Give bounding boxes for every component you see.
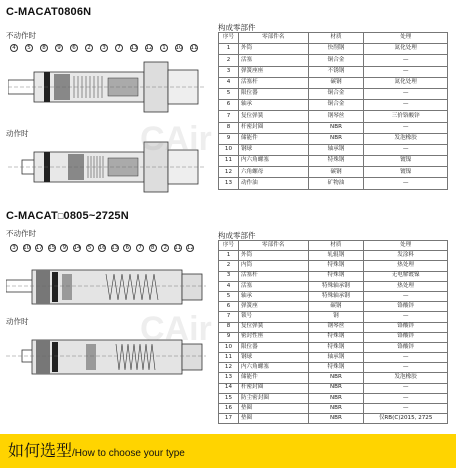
table-cell: 轴承 — [238, 291, 308, 301]
table-cell: 密封性座 — [238, 332, 308, 342]
table-row — [219, 133, 448, 144]
part-callout: 7 — [115, 44, 123, 52]
table-cell: 钢球 — [238, 144, 308, 155]
table-cell: 5 — [219, 88, 239, 99]
table-row — [219, 55, 448, 66]
table-header-cell: 序号 — [219, 241, 239, 251]
table-cell: 碳钢 — [308, 167, 364, 178]
table-cell: 发涂料 — [364, 251, 448, 261]
model-title-2: C-MACAT□0805~2725N — [6, 210, 129, 222]
table-row — [219, 281, 448, 291]
table-cell: 特殊钢 — [308, 261, 364, 271]
part-callout: 3 — [100, 44, 108, 52]
table-cell: 2 — [219, 261, 239, 271]
part-callout: 3 — [10, 244, 18, 252]
table-cell: NBR — [308, 414, 364, 424]
table-row — [219, 322, 448, 332]
table-cell: NBR — [308, 404, 364, 414]
table-cell: 10 — [219, 342, 239, 352]
cross-section-idle-2 — [6, 262, 206, 312]
table-cell: 碳钢 — [308, 77, 364, 88]
table-cell: 氮化处理 — [364, 44, 448, 55]
part-callout: 10 — [175, 45, 183, 51]
table-cell: 15 — [219, 393, 239, 403]
table-row — [219, 302, 448, 312]
part-callout: 6 — [70, 44, 78, 52]
table-row — [219, 66, 448, 77]
part-callout: 16 — [98, 245, 106, 251]
table-cell: 外筒 — [238, 251, 308, 261]
table-cell: 13 — [219, 178, 239, 189]
watermark: CAir — [140, 120, 212, 158]
table-cell: 矿物油 — [308, 178, 364, 189]
table-row — [219, 271, 448, 281]
table-cell: 17 — [219, 414, 239, 424]
table-cell: 8 — [219, 122, 239, 133]
part-callout: 13 — [130, 45, 138, 51]
table-cell: 钢球 — [238, 353, 308, 363]
table-cell: 内筒 — [238, 261, 308, 271]
state-active-label-1: 动作时 — [6, 129, 29, 138]
part-callout: 9 — [60, 244, 68, 252]
table-cell: 储能件 — [238, 133, 308, 144]
table-cell: 10 — [219, 144, 239, 155]
table-cell: 垫圈 — [238, 414, 308, 424]
table-cell: — — [364, 88, 448, 99]
table-cell: 14 — [219, 383, 239, 393]
table-row — [219, 383, 448, 393]
table-row — [219, 100, 448, 111]
table-cell: 限位器 — [238, 88, 308, 99]
table-cell: — — [364, 55, 448, 66]
table-row — [219, 88, 448, 99]
table-cell: 复位弹簧 — [238, 322, 308, 332]
table-cell: 轴承 — [238, 100, 308, 111]
part-callout: 12 — [145, 45, 153, 51]
state-active-label-2: 动作时 — [6, 317, 29, 326]
table-cell: 3 — [219, 271, 239, 281]
table-cell: 动作油 — [238, 178, 308, 189]
part-callout: 5 — [25, 44, 33, 52]
part-callout: 8 — [149, 244, 157, 252]
table-cell: 三价铬酸锌 — [364, 111, 448, 122]
table-cell: — — [364, 383, 448, 393]
table-header-cell: 零部件名 — [238, 241, 308, 251]
state-idle-label-2: 不动作时 — [6, 229, 36, 238]
table-cell: 11 — [219, 353, 239, 363]
table-cell: 11 — [219, 156, 239, 167]
table-cell: 轴承钢 — [308, 144, 364, 155]
table-cell: 铜合金 — [308, 100, 364, 111]
table-cell: 铜合金 — [308, 88, 364, 99]
table-cell: 活塞杆 — [238, 77, 308, 88]
table-cell: — — [364, 122, 448, 133]
table-cell: 8 — [219, 322, 239, 332]
footer-heading: 如何选型/How to choose your type — [8, 441, 185, 460]
table-cell: 钢琴丝 — [308, 111, 364, 122]
table-cell: 5 — [219, 291, 239, 301]
table-cell: 钢琴丝 — [308, 322, 364, 332]
table-cell: 特殊钢 — [308, 363, 364, 373]
table-row — [219, 393, 448, 403]
table-row — [219, 167, 448, 178]
table-row — [219, 342, 448, 352]
table-cell: 3 — [219, 66, 239, 77]
table-cell: 特殊钢 — [308, 342, 364, 352]
table-header-cell: 材质 — [308, 241, 364, 251]
table-cell: 2 — [219, 55, 239, 66]
table-cell: 杆密封圈 — [238, 383, 308, 393]
table-cell: 不锈钢 — [308, 66, 364, 77]
table-cell: 六角螺母 — [238, 167, 308, 178]
table-row — [219, 363, 448, 373]
part-callout: 17 — [35, 245, 43, 251]
table-row — [219, 261, 448, 271]
table-cell: 垫圈 — [238, 404, 308, 414]
table-cell: 碳钢 — [308, 302, 364, 312]
table-header-cell: 处理 — [364, 33, 448, 44]
part-callout: 12 — [186, 245, 194, 251]
table-cell: 铜合金 — [308, 55, 364, 66]
table-cell: 发泡橡胶 — [364, 133, 448, 144]
table-cell: 镀镍 — [364, 167, 448, 178]
table-cell: 活塞杆 — [238, 271, 308, 281]
model-title-1: C-MACAT0806N — [6, 6, 92, 18]
table-cell: — — [364, 178, 448, 189]
table-cell: 发泡橡胶 — [364, 373, 448, 383]
part-callout: 8 — [40, 44, 48, 52]
table-cell: 氮化处理 — [364, 77, 448, 88]
state-idle-label-1: 不动作时 — [6, 31, 36, 40]
table-cell: 活塞 — [238, 281, 308, 291]
footer-divider — [0, 426, 456, 434]
part-callout: 7 — [136, 244, 144, 252]
table-cell: 4 — [219, 281, 239, 291]
table-cell: — — [364, 100, 448, 111]
table-cell: 防尘密封圈 — [238, 393, 308, 403]
table-row — [219, 312, 448, 322]
part-callout: 2 — [85, 44, 93, 52]
table-cell: NBR — [308, 133, 364, 144]
table-cell: 6 — [219, 302, 239, 312]
table-cell: 1 — [219, 44, 239, 55]
table-row — [219, 44, 448, 55]
table-row — [219, 111, 448, 122]
table-cell: 1 — [219, 251, 239, 261]
table-cell: NBR — [308, 393, 364, 403]
table-cell: 内六角螺塞 — [238, 156, 308, 167]
table-header-cell: 处理 — [364, 241, 448, 251]
table-cell: — — [364, 363, 448, 373]
table-cell: 复位弹簧 — [238, 111, 308, 122]
table-row — [219, 414, 448, 424]
parts-table-1 — [218, 32, 448, 190]
table-cell: 弹簧座座 — [238, 66, 308, 77]
table-cell: 铬酸锌 — [364, 302, 448, 312]
cross-section-idle-1 — [8, 58, 204, 120]
table-cell: — — [364, 66, 448, 77]
table-row — [219, 156, 448, 167]
table-cell: 12 — [219, 167, 239, 178]
table-header-cell: 序号 — [219, 33, 239, 44]
table-cell: 钢 — [308, 312, 364, 322]
part-callout: 14 — [73, 245, 81, 251]
table-title-2: 构成零部件 — [218, 231, 256, 240]
table-header-cell: 材质 — [308, 33, 364, 44]
part-callout: 11 — [190, 45, 198, 51]
table-cell: — — [364, 353, 448, 363]
parts-table-2 — [218, 240, 448, 424]
table-cell: 特殊钢 — [308, 271, 364, 281]
table-cell: 仅RB(C)2015, 2725 — [364, 414, 448, 424]
table-cell: 活塞 — [238, 55, 308, 66]
table-row — [219, 144, 448, 155]
part-callout: 10 — [23, 245, 31, 251]
table-cell: 内六角螺塞 — [238, 363, 308, 373]
table-cell: 限位器 — [238, 342, 308, 352]
table-cell: 13 — [219, 373, 239, 383]
table-cell: 9 — [219, 332, 239, 342]
table-cell: 铬酸锌 — [364, 332, 448, 342]
table-cell: 9 — [219, 133, 239, 144]
table-cell: 储能件 — [238, 373, 308, 383]
part-callout: 1 — [160, 44, 168, 52]
table-cell: 特殊钢 — [308, 332, 364, 342]
table-cell: NBR — [308, 122, 364, 133]
table-cell: 外筒 — [238, 44, 308, 55]
table-cell: 4 — [219, 77, 239, 88]
table-cell: 热处理 — [364, 261, 448, 271]
table-cell: 12 — [219, 363, 239, 373]
table-cell: 6 — [219, 100, 239, 111]
table-cell: 热处理 — [364, 281, 448, 291]
part-callout: 4 — [10, 44, 18, 52]
part-callout: 6 — [123, 244, 131, 252]
table-row — [219, 291, 448, 301]
part-callout: 2 — [161, 244, 169, 252]
table-cell: 镀镍 — [364, 156, 448, 167]
table-cell: — — [364, 312, 448, 322]
table-row — [219, 178, 448, 189]
watermark: CAir — [140, 310, 212, 348]
table-cell: — — [364, 404, 448, 414]
table-header-cell: 零部件名 — [238, 33, 308, 44]
footer-banner — [0, 426, 456, 468]
table-cell: NBR — [308, 383, 364, 393]
table-row — [219, 77, 448, 88]
table-cell: — — [364, 144, 448, 155]
table-cell: 铬酸锌 — [364, 342, 448, 352]
table-cell: 杆密封圈 — [238, 122, 308, 133]
table-row — [219, 373, 448, 383]
table-cell: 快削钢 — [308, 44, 364, 55]
table-cell: NBR — [308, 373, 364, 383]
table-cell: 无电解镀镍 — [364, 271, 448, 281]
table-row — [219, 251, 448, 261]
table-title-1: 构成零部件 — [218, 23, 256, 32]
table-row — [219, 332, 448, 342]
part-callout: 9 — [55, 44, 63, 52]
table-cell: 特殊轴承钢 — [308, 291, 364, 301]
table-row — [219, 404, 448, 414]
part-callout: 15 — [48, 245, 56, 251]
table-cell: 轴承钢 — [308, 353, 364, 363]
part-callout: 11 — [174, 245, 182, 251]
table-cell: — — [364, 291, 448, 301]
table-row — [219, 353, 448, 363]
table-cell: 特殊轴承钢 — [308, 281, 364, 291]
table-cell: 铬酸锌 — [364, 322, 448, 332]
table-row — [219, 122, 448, 133]
table-cell: 轧辊钢 — [308, 251, 364, 261]
table-cell: 特殊钢 — [308, 156, 364, 167]
table-cell: — — [364, 393, 448, 403]
table-cell: 7 — [219, 312, 239, 322]
part-callout: 5 — [86, 244, 94, 252]
table-cell: 16 — [219, 404, 239, 414]
table-cell: 弹簧座 — [238, 302, 308, 312]
part-callout: 13 — [111, 245, 119, 251]
table-cell: 锁号 — [238, 312, 308, 322]
table-cell: 7 — [219, 111, 239, 122]
